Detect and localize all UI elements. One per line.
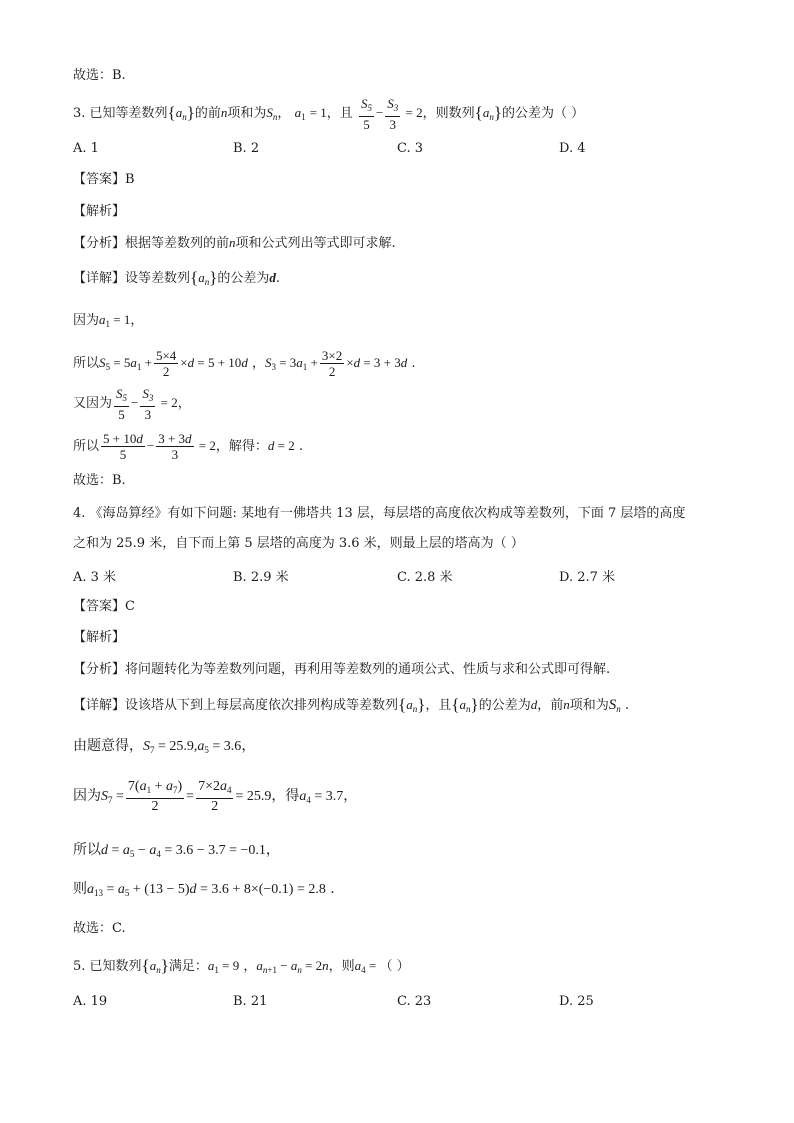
q3-option-b: B. 2 — [233, 141, 260, 156]
q5-option-d: D. 25 — [559, 994, 594, 1009]
q4-option-b: B. 2.9 米 — [233, 570, 289, 585]
q5-stem: 5. 已知数列$\{a_n\}$满足：$a_1 = 9$ ，$a_{n+1} - a_n = 2n$，则$a_4$ = （ ） — [73, 956, 410, 975]
q3-answer: 【答案】B — [73, 172, 135, 187]
q3-options — [73, 141, 733, 159]
prev-choose: 故选：B. — [73, 68, 126, 83]
q5-options — [73, 994, 733, 1012]
q3-option-c: C. 3 — [397, 141, 424, 156]
q3-suoyi2-formula: 所以 $\frac{5 + 10d}{5}$ − $\frac{3 + 3d}{3}$ = 2，解得：d = 2 . — [73, 431, 304, 462]
q4-yinwei-formula: 因为$S_7$ = $\frac{7(a_1 + a_7)}{2}$ = $\frac{7\times 2a_4}{2}$ = 25.9，得$a_4 = 3.7$， — [73, 778, 358, 814]
q4-choose: 故选：C. — [73, 921, 126, 936]
q4-stem-line1: 4. 《海岛算经》有如下问题: 某地有一佛塔共 13 层，每层塔的高度依次构成等差数列，下面 7 层塔的高度 — [73, 506, 686, 521]
q5-option-b: B. 21 — [233, 994, 268, 1009]
q3-xiangjie: 【详解】设等差数列$\{a_n\}$的公差为d. — [73, 268, 281, 287]
q4-fenxi: 【分析】将问题转化为等差数列问题，再利用等差数列的通项公式、性质与求和公式即可得解. — [73, 662, 611, 677]
q4-options — [73, 566, 733, 584]
q3-option-a: A. 1 — [73, 141, 99, 156]
q5-option-a: A. 19 — [73, 994, 108, 1009]
q4-xiangjie: 【详解】设该塔从下到上每层高度依次排列构成等差数列$\{a_n\}$，且$\{a_n\}$的公差为d，前n项和为$S_n$ . — [73, 695, 630, 714]
q3-stem: 3. 已知等差数列$\{a_n\}$的前n项和为$S_n$， $a_1 = 1$，且 $\frac{S_5}{5}$ − $\frac{S_3}{3}$ = 2，则数列$\{a_n\}$的公差为（ ） — [73, 95, 585, 132]
q4-option-a: A. 3 米 — [73, 570, 117, 585]
q4-option-d: D. 2.7 米 — [559, 570, 616, 585]
q3-jiexi: 【解析】 — [73, 204, 126, 219]
q4-stem-line2: 之和为 25.9 米，自下而上第 5 层塔的高度为 3.6 米，则最上层的塔高为（ ） — [73, 536, 524, 551]
q4-jiexi: 【解析】 — [73, 630, 126, 645]
q3-choose: 故选：B. — [73, 473, 126, 488]
q3-you-formula: 又因为 $\frac{S_5}{5}$ − $\frac{S_3}{3}$ = 2， — [73, 385, 191, 422]
q4-option-c: C. 2.8 米 — [397, 570, 453, 585]
q4-answer: 【答案】C — [73, 599, 135, 614]
q5-option-c: C. 23 — [397, 994, 432, 1009]
q3-option-d: D. 4 — [559, 141, 586, 156]
q4-youti: 由题意得，$S_7 = 25.9,a_5 = 3.6$， — [73, 738, 256, 755]
q3-fenxi: 【分析】根据等差数列的前n项和公式列出等式即可求解. — [73, 235, 396, 251]
q3-yinwei: 因为$a_1 = 1$， — [73, 312, 144, 329]
q4-suoyi: 所以$d = a_5 - a_4 = 3.6 - 3.7 = -0.1$， — [73, 842, 280, 859]
q4-ze: 则$a_{13} = a_5 + (13 - 5)d = 3.6 + 8\times(-0.1) = 2.8$ . — [73, 881, 335, 898]
q3-suoyi-formula: 所以$S_5 = 5a_1$ + $\frac{5\times 4}{2}$ ×d = 5 + 10d ，$S_3 = 3a_1$ + $\frac{3\times 2}{2}$ ×d = 3 + 3d . — [73, 348, 416, 379]
